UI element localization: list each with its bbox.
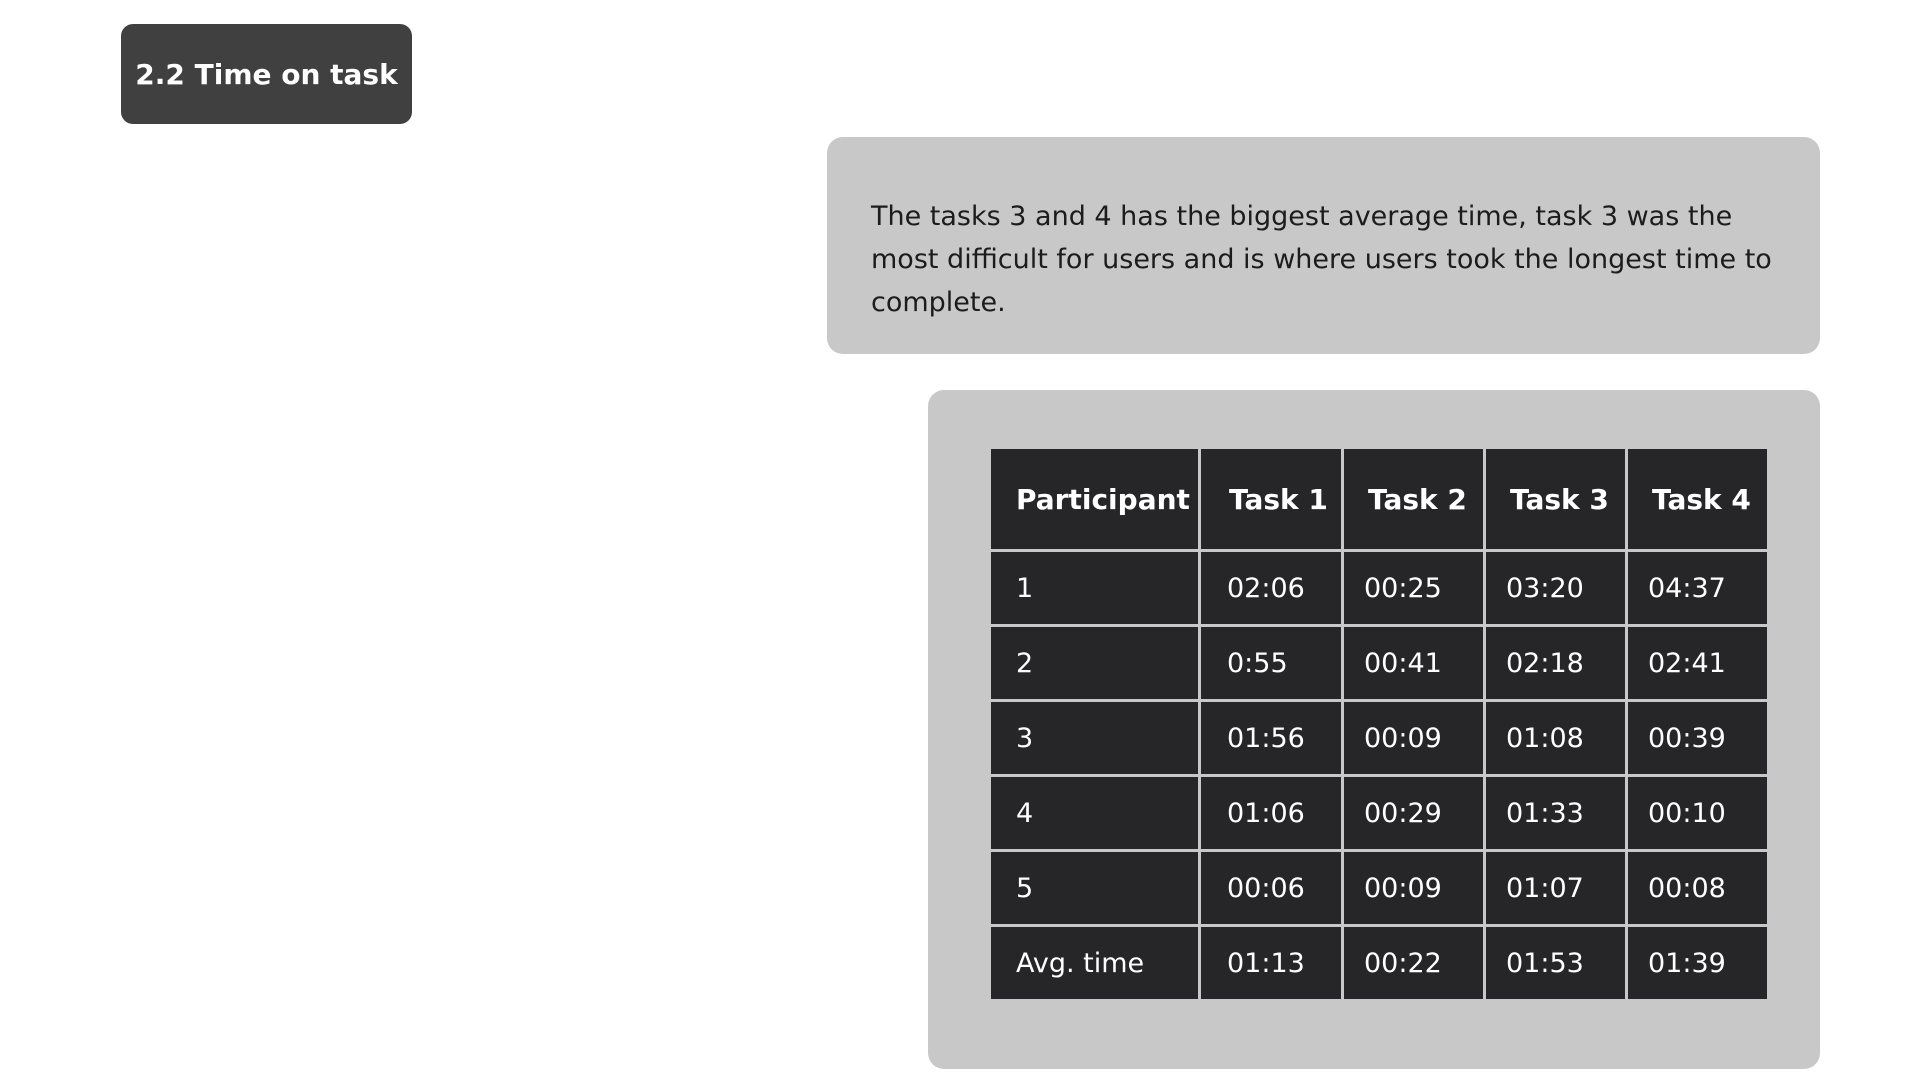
task-1-cell: 01:06 [1201,777,1341,849]
header-task-2: Task 2 [1344,449,1483,549]
task-2-cell: 00:25 [1344,552,1483,624]
task-4-cell: 00:39 [1628,702,1767,774]
participant-cell: 3 [991,702,1198,774]
task-4-average-cell: 01:39 [1628,927,1767,999]
task-1-average-cell: 01:13 [1201,927,1341,999]
task-2-cell: 00:09 [1344,852,1483,924]
task-2-cell: 00:41 [1344,627,1483,699]
participant-cell: 2 [991,627,1198,699]
header-participant: Participant [991,449,1198,549]
task-2-average-cell: 00:22 [1344,927,1483,999]
header-task-4: Task 4 [1628,449,1767,549]
task-1-cell: 02:06 [1201,552,1341,624]
task-3-cell: 01:33 [1486,777,1625,849]
participant-cell: 4 [991,777,1198,849]
header-task-3: Task 3 [1486,449,1625,549]
task-2-cell: 00:29 [1344,777,1483,849]
table-row [991,852,1767,924]
task-3-cell: 03:20 [1486,552,1625,624]
summary-note: The tasks 3 and 4 has the biggest average time, task 3 was the most difficult for users and is where users took the longest time to complete. [827,137,1820,354]
task-4-cell: 00:10 [1628,777,1767,849]
section-title: 2.2 Time on task [121,24,412,124]
participant-cell: 1 [991,552,1198,624]
task-1-cell: 01:56 [1201,702,1341,774]
task-4-cell: 00:08 [1628,852,1767,924]
table-row [991,627,1767,699]
task-1-cell: 00:06 [1201,852,1341,924]
task-3-average-cell: 01:53 [1486,927,1625,999]
task-3-cell: 02:18 [1486,627,1625,699]
task-1-cell: 0:55 [1201,627,1341,699]
table-row [991,777,1767,849]
task-4-cell: 02:41 [1628,627,1767,699]
task-4-cell: 04:37 [1628,552,1767,624]
table-header-row [991,449,1767,549]
table-wrap [991,449,1767,999]
average-row [991,927,1767,999]
average-label-cell: Avg. time [991,927,1198,999]
table-row [991,702,1767,774]
participant-cell: 5 [991,852,1198,924]
table-row [991,552,1767,624]
task-3-cell: 01:07 [1486,852,1625,924]
header-task-1: Task 1 [1201,449,1341,549]
time-on-task-table [988,446,1770,1002]
task-3-cell: 01:08 [1486,702,1625,774]
table-panel [928,390,1820,1069]
task-2-cell: 00:09 [1344,702,1483,774]
